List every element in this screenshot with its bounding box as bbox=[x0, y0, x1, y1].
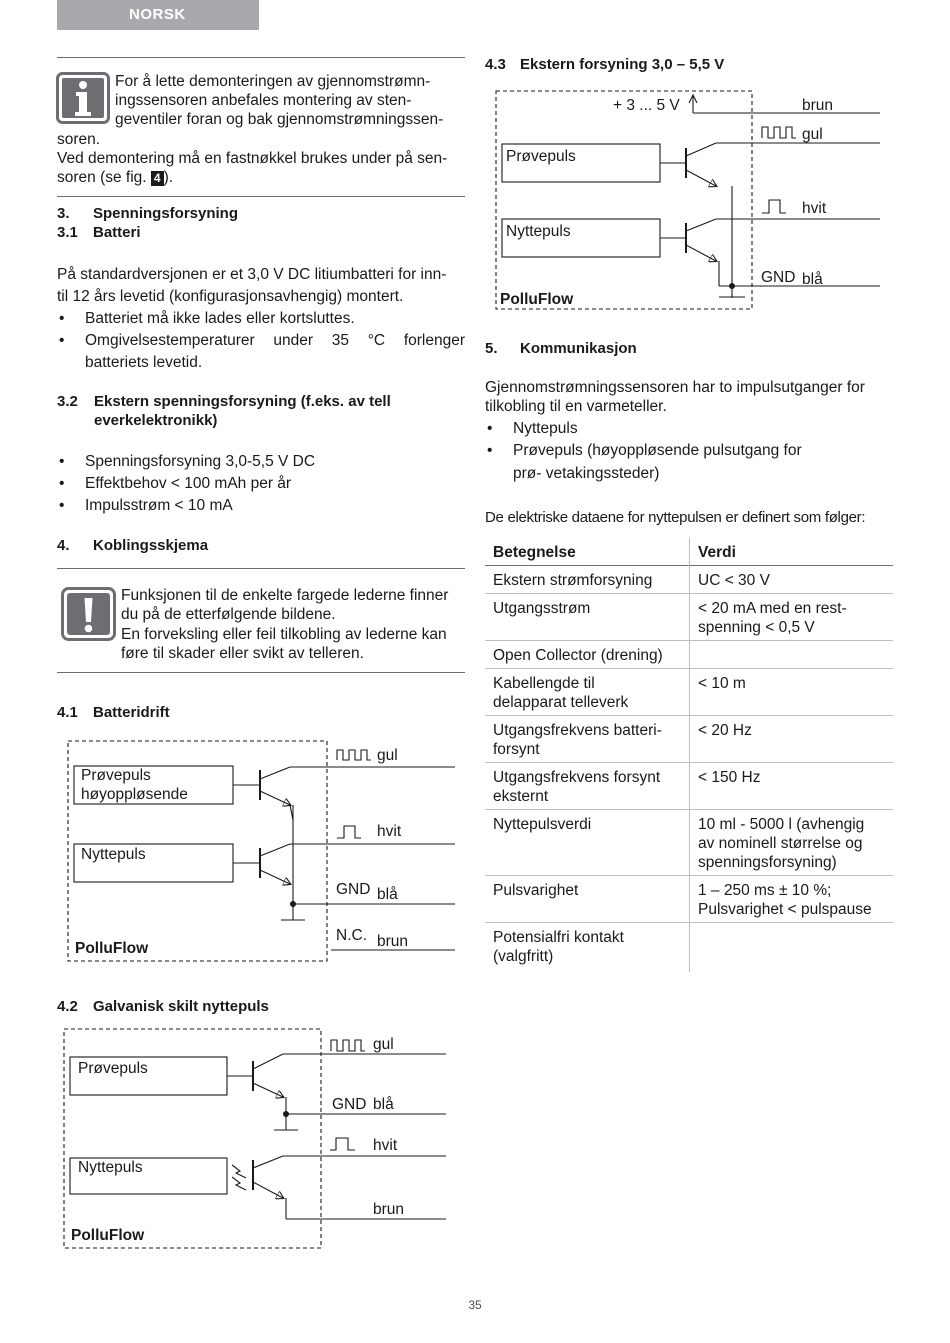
wire-label-brun: brun bbox=[373, 1201, 405, 1218]
section-4-heading: Koblingsskjema bbox=[93, 537, 209, 554]
table-cell-name: Ekstern strømforsyning bbox=[485, 566, 690, 594]
list-item: • Omgivelsestemperaturer under 35 °C forlenger bbox=[57, 330, 465, 352]
table-cell-name: Pulsvarighet bbox=[485, 876, 690, 923]
language-tab: NORSK bbox=[57, 0, 259, 30]
table-row bbox=[485, 566, 893, 594]
info-note-line3: geventiler foran og bak gjennomstrømningssen- bbox=[115, 111, 444, 128]
diagram-4-1-proevepuls-label: Prøvepuls bbox=[81, 767, 151, 784]
table-cell-value: 10 ml - 5000 l (avhengig av nominell størrelse og spenningsforsyning) bbox=[698, 816, 865, 871]
warning-line4: føre til skader eller svikt av telleren. bbox=[121, 645, 364, 662]
table-cell-name: Kabellengde til delapparat telleverk bbox=[485, 669, 690, 716]
table-header-row bbox=[485, 538, 893, 566]
diagram-4-3-nyttepuls-label: Nyttepuls bbox=[506, 223, 571, 240]
info-note-line2: ingssensoren anbefales montering av sten- bbox=[115, 92, 412, 109]
table-cell-name: Utgangsfrekvens batteri- forsynt bbox=[485, 716, 690, 763]
list-item: • Spenningsforsyning 3,0-5,5 V DC bbox=[57, 451, 465, 473]
list-item: • Nyttepuls bbox=[485, 418, 895, 440]
table-cell-value: < 20 Hz bbox=[698, 722, 752, 739]
diagram-4-1-proevepuls-sublabel: høyoppløsende bbox=[81, 786, 188, 803]
section-3-1-heading: Batteri bbox=[93, 224, 141, 241]
table-row bbox=[485, 923, 893, 973]
column-header-verdi: Verdi bbox=[698, 544, 736, 561]
warning-line1: Funksjonen til de enkelte fargede lederne finner bbox=[121, 587, 449, 604]
info-note-line1: For å lette demonteringen av gjennomstrømn- bbox=[115, 73, 431, 90]
table-row bbox=[485, 876, 893, 923]
table-row bbox=[485, 763, 893, 810]
diagram-4-2-proevepuls-label: Prøvepuls bbox=[78, 1060, 148, 1077]
wire-label-gul: gul bbox=[377, 747, 398, 764]
diagram-4-1-brand: PolluFlow bbox=[75, 940, 149, 957]
info-note-text-end: ). bbox=[163, 169, 174, 186]
wire-label-gnd: GND bbox=[761, 269, 796, 286]
table-cell-name: Utgangsstrøm bbox=[485, 594, 690, 641]
section-3-number: 3. bbox=[57, 205, 70, 222]
list-item: • Batteriet må ikke lades eller kortsluttes. bbox=[57, 308, 465, 330]
list-item: • Prøvepuls (høyoppløsende pulsutgang for bbox=[485, 440, 895, 462]
section-4-2-number: 4.2 bbox=[57, 998, 78, 1015]
wire-label-bla: blå bbox=[802, 271, 823, 288]
diagram-4-2-brand: PolluFlow bbox=[71, 1227, 145, 1244]
table-cell-name: Potensialfri kontakt (valgfritt) bbox=[485, 923, 690, 973]
wire-label-hvit: hvit bbox=[377, 823, 402, 840]
pollu-flow-enclosure bbox=[496, 91, 752, 309]
info-note-line5: Ved demontering må en fastnøkkel brukes under på sen- bbox=[57, 150, 448, 167]
battery-paragraph-line1: På standardversjonen er et 3,0 V DC litiumbatteri for inn- bbox=[57, 266, 447, 283]
supply-voltage-label: + 3 ... 5 V bbox=[613, 97, 680, 114]
table-cell-value bbox=[690, 641, 894, 669]
list-item-continuation: batteriets levetid. bbox=[85, 354, 203, 371]
warning-line3: En forveksling eller feil tilkobling av lederne kan bbox=[121, 626, 447, 643]
table-cell-name: Utgangsfrekvens forsynt eksternt bbox=[485, 763, 690, 810]
table-row bbox=[485, 669, 893, 716]
section-3-2-number: 3.2 bbox=[57, 393, 78, 410]
wire-label-hvit: hvit bbox=[373, 1137, 398, 1154]
pulse-output-bullets bbox=[485, 418, 895, 462]
table-cell-value bbox=[690, 923, 894, 973]
table-cell-name: Nyttepulsverdi bbox=[485, 810, 690, 876]
figure-ref-badge: 4 bbox=[151, 171, 164, 186]
list-item: • Effektbehov < 100 mAh per år bbox=[57, 473, 465, 495]
table-cell-name: Open Collector (drening) bbox=[485, 641, 690, 669]
table-row bbox=[485, 716, 893, 763]
page-number: 35 bbox=[468, 1298, 482, 1312]
table-row bbox=[485, 810, 893, 876]
diagram-4-1-nyttepuls-label: Nyttepuls bbox=[81, 846, 146, 863]
wire-label-hvit: hvit bbox=[802, 200, 827, 217]
wire-label-gnd: GND bbox=[332, 1096, 367, 1113]
section-3-1-number: 3.1 bbox=[57, 224, 78, 241]
diagram-4-3-proevepuls-label: Prøvepuls bbox=[506, 148, 576, 165]
wire-label-nc: N.C. bbox=[336, 927, 367, 944]
list-item-continuation: prø- vetakingssteder) bbox=[513, 465, 660, 482]
table-row bbox=[485, 594, 893, 641]
section-4-3-number: 4.3 bbox=[485, 56, 506, 73]
section-4-1-number: 4.1 bbox=[57, 704, 78, 721]
diagram-4-3-brand: PolluFlow bbox=[500, 291, 574, 308]
section-5-heading: Kommunikasjon bbox=[520, 340, 637, 357]
wire-label-gul: gul bbox=[373, 1036, 394, 1053]
section-4-1-heading: Batteridrift bbox=[93, 704, 170, 721]
info-note-line4: soren. bbox=[57, 131, 101, 148]
communication-paragraph-line1: Gjennomstrømningssensoren har to impulsutganger for bbox=[485, 379, 865, 396]
section-3-heading: Spenningsforsyning bbox=[93, 205, 239, 222]
section-4-number: 4. bbox=[57, 537, 70, 554]
warning-line2: du på de etterfølgende bildene. bbox=[121, 606, 336, 623]
section-4-2-heading: Galvanisk skilt nyttepuls bbox=[93, 998, 269, 1015]
table-intro: De elektriske dataene for nyttepulsen er definert som følger: bbox=[485, 509, 866, 526]
battery-paragraph-line2: til 12 års levetid (konfigurasjonsavhengig) montert. bbox=[57, 288, 404, 305]
wire-label-gnd: GND bbox=[336, 881, 371, 898]
table-cell-value: < 150 Hz bbox=[698, 769, 761, 786]
table-cell-value: 1 – 250 ms ± 10 %; Pulsvarighet < pulspause bbox=[698, 882, 872, 918]
diagram-4-2-nyttepuls-label: Nyttepuls bbox=[78, 1159, 143, 1176]
wire-label-brun: brun bbox=[802, 97, 834, 114]
wire-label-bla: blå bbox=[373, 1096, 394, 1113]
section-3-2-heading-line1: Ekstern spenningsforsyning (f.eks. av tell bbox=[94, 393, 391, 410]
table-row bbox=[485, 641, 893, 669]
table-cell-value: < 10 m bbox=[698, 675, 746, 692]
column-header-betegnelse: Betegnelse bbox=[485, 538, 690, 566]
info-note-text: soren (se fig. bbox=[57, 169, 151, 186]
section-3-2-heading-line2: everkelektronikk) bbox=[94, 412, 218, 429]
section-4-3-heading: Ekstern forsyning 3,0 – 5,5 V bbox=[520, 56, 725, 73]
table-cell-value: UC < 30 V bbox=[698, 572, 770, 589]
wire-label-gul: gul bbox=[802, 126, 823, 143]
wire-label-bla: blå bbox=[377, 886, 398, 903]
spec-table bbox=[485, 538, 893, 972]
list-item: • Impulsstrøm < 10 mA bbox=[57, 495, 465, 517]
table-cell-value: < 20 mA med en rest- spenning < 0,5 V bbox=[698, 600, 847, 636]
wire-label-brun: brun bbox=[377, 933, 409, 950]
section-5-number: 5. bbox=[485, 340, 498, 357]
communication-paragraph-line2: tilkobling til en varmeteller. bbox=[485, 398, 667, 415]
